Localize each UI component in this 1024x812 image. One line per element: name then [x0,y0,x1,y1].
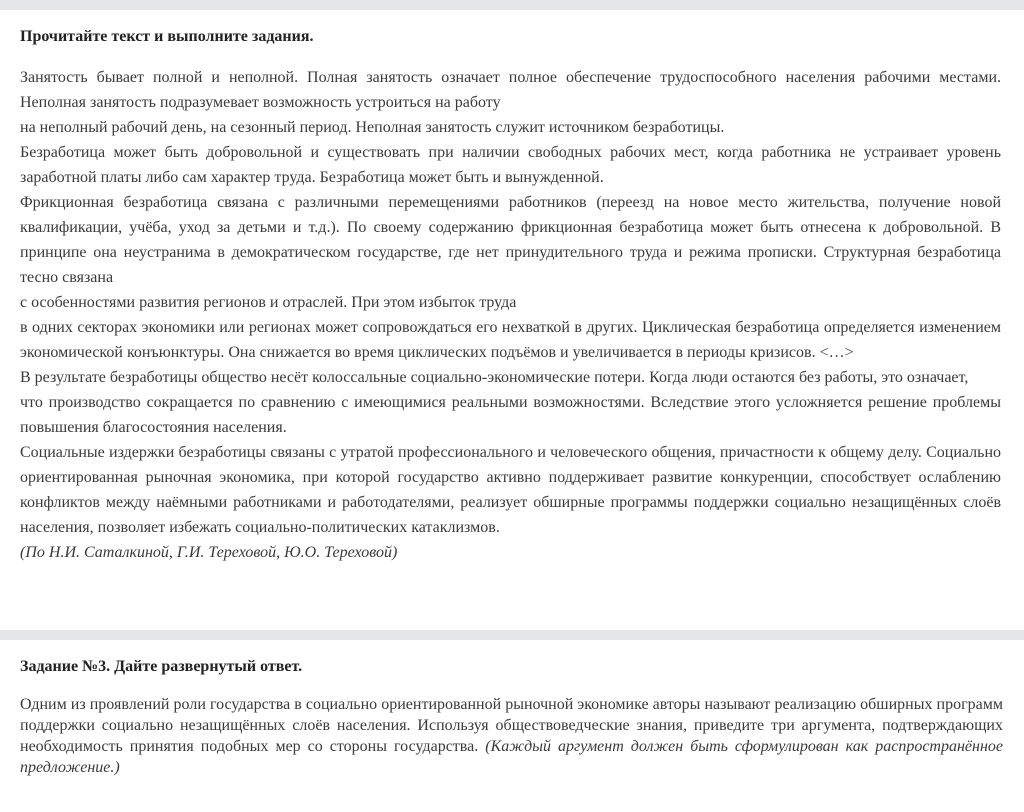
text-paragraph: Безработица может быть добровольной и существовать при наличии свободных рабочих мест, когда работника не устраивает уровень заработной платы либо сам характер труда. Безработица может быть и вынужденной. [20,144,1001,186]
text-paragraph: в одних секторах экономики или регионах может сопровождаться его нехваткой в других. Циклическая безработица определяется изменением экономической конъюнктуры. Она снижается во время циклических подъёмов и увеличивается в периоды кризисов. <…> [20,319,1001,361]
task-note: (Каждый аргумент должен быть сформулирован как распространённое предложение.) [20,738,1003,776]
text-paragraph: Социальные издержки безработицы связаны с утратой профессионального и человеческого общения, причастности к общему делу. Социально ориентированная рыночная экономика, при которой государство активно поддерживает развитие конкуренции, способствует ослаблению конфликтов между наёмными работниками и работодателями, реализует обширные программы поддержки социально незащищённых слоёв населения, позволяет избежать социально-политических катаклизмов. [20,444,1001,536]
text-paragraph: что производство сокращается по сравнению с имеющимися реальными возможностями. Вследствие этого усложняется решение проблемы повышения благосостояния населения. [20,394,1001,436]
reading-text [20,65,1001,565]
text-paragraph: Фрикционная безработица связана с различными перемещениями работников (переезд на новое место жительства, получение новой квалификации, учёба, уход за детьми и т.д.). По своему содержанию фрикционная безработица может быть отнесена к добровольной. В принципе она неустранима в демократическом государстве, где нет принудительного труда и режима прописки. Структурная безработица тесно связана [20,194,1001,286]
text-paragraph: Занятость бывает полной и неполной. Полная занятость означает полное обеспечение трудоспособного населения рабочими местами. Неполная занятость подразумевает возможность устроиться на работу [20,69,1001,111]
text-source: (По Н.И. Саталкиной, Г.И. Тереховой, Ю.О. Тереховой) [20,544,398,561]
reading-panel [0,10,1024,630]
top-divider [0,0,1024,10]
task-panel [0,640,1024,812]
task-question: Одним из проявлений роли государства в социально ориентированной рыночной экономике авторы называют реализацию обширных программ поддержки социально незащищённых слоёв населения. Используя обществоведческие знания, приведите три аргумента, подтверждающих необходимость принятия подобных мер со стороны государства. [20,696,1003,755]
task-heading: Задание №3. Дайте развернутый ответ. [20,658,303,675]
text-paragraph: на неполный рабочий день, на сезонный период. Неполная занятость служит источником безработицы. [20,119,725,136]
text-paragraph: с особенностями развития регионов и отраслей. При этом избыток труда [20,294,517,311]
reading-heading: Прочитайте текст и выполните задания. [20,28,314,45]
text-paragraph: В результате безработицы общество несёт колоссальные социально-экономические потери. Когда люди остаются без работы, это означает, [20,369,969,386]
task-text [20,694,1003,778]
section-divider [0,630,1024,640]
